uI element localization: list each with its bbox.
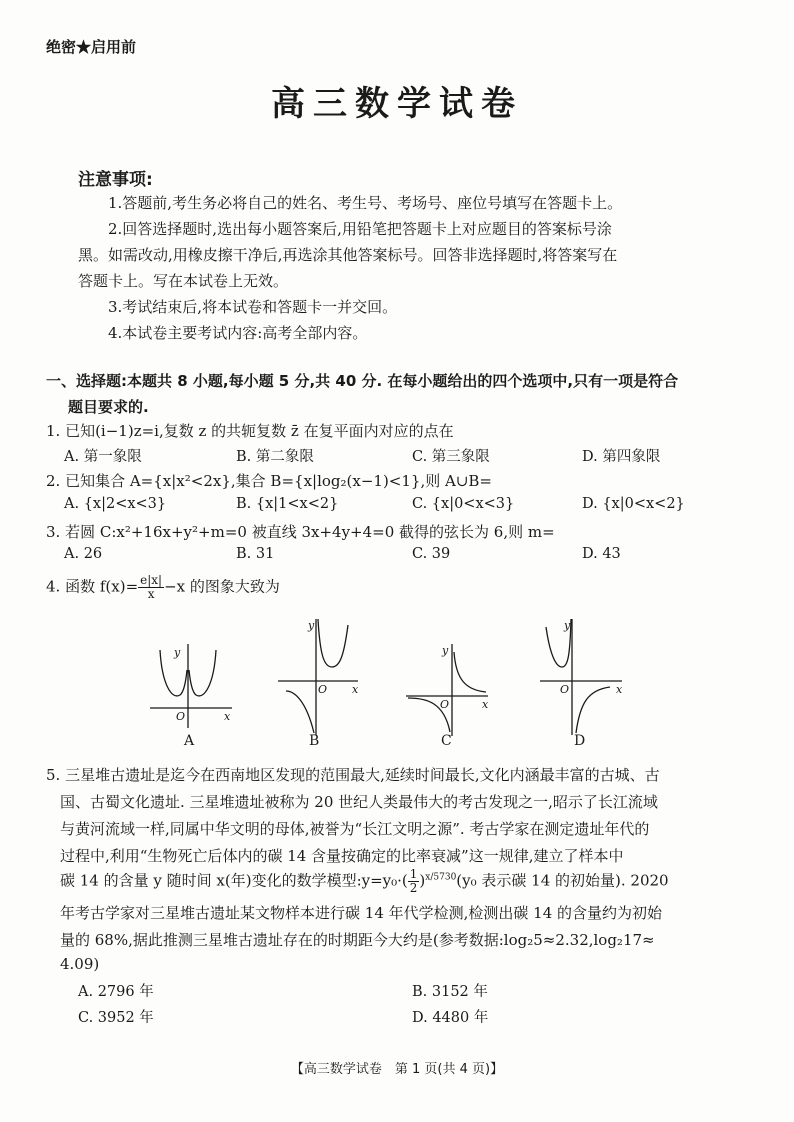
q4-c-x-label: x bbox=[482, 698, 489, 711]
q1-option-c: C. 第三象限 bbox=[412, 449, 490, 465]
q5-option-d: D. 4480 年 bbox=[412, 1010, 489, 1026]
q2-stem: 2. 已知集合 A={x|x²<2x},集合 B={x|log₂(x−1)<1},则 A∪B= bbox=[46, 472, 492, 490]
q4-d-x-label: x bbox=[616, 683, 623, 696]
q4-stem-suffix: −x 的图象大致为 bbox=[164, 577, 280, 596]
q4-graph-label-a: A bbox=[184, 733, 195, 749]
q3-option-c: C. 39 bbox=[412, 546, 451, 562]
q4-graph-d bbox=[540, 615, 630, 740]
q4-b-y-label: y bbox=[308, 619, 315, 632]
q4-b-origin: O bbox=[318, 683, 328, 696]
q4-d-y-label: y bbox=[564, 619, 571, 632]
q5-line-4: 过程中,利用“生物死亡后体内的碳 14 含量按确定的比率衰减”这一规律,建立了样本中 bbox=[60, 847, 624, 865]
q4-graph-label-d: D bbox=[574, 733, 586, 749]
q5-line-7: 4.09) bbox=[60, 955, 100, 973]
q2-option-d: D. {x|0<x<2} bbox=[582, 496, 685, 512]
notice-line-3: 黑。如需改动,用橡皮擦干净后,再选涂其他答案标号。回答非选择题时,将答案写在 bbox=[78, 246, 618, 264]
q5-model-suffix: (y₀ 表示碳 14 的初始量). 2020 bbox=[456, 871, 669, 890]
q4-fraction-numerator: e|x| bbox=[140, 573, 163, 587]
page-title: 高三数学试卷 bbox=[271, 84, 523, 124]
q4-fraction-denominator: x bbox=[147, 587, 155, 601]
section-heading-cont: 题目要求的. bbox=[68, 398, 149, 416]
q5-half-numerator: 1 bbox=[409, 867, 418, 881]
notice-line-2: 2.回答选择题时,选出每小题答案后,用铅笔把答题卡上对应题目的答案标号涂 bbox=[108, 220, 612, 238]
q4-graph-label-c: C bbox=[441, 733, 452, 749]
q5-half-fraction bbox=[408, 868, 420, 895]
q1-option-a: A. 第一象限 bbox=[64, 449, 142, 465]
notice-line-5: 3.考试结束后,将本试卷和答题卡一并交回。 bbox=[108, 298, 398, 316]
q4-graph-b bbox=[278, 615, 368, 740]
q1-option-d: D. 第四象限 bbox=[582, 449, 661, 465]
notice-line-1: 1.答题前,考生务必将自己的姓名、考生号、考场号、座位号填写在答题卡上。 bbox=[108, 194, 623, 212]
q4-graph-c bbox=[406, 640, 496, 740]
q2-option-a: A. {x|2<x<3} bbox=[64, 496, 167, 512]
q3-option-a: A. 26 bbox=[64, 546, 103, 562]
page-footer: 【高三数学试卷 第 1 页(共 4 页)】 bbox=[290, 1062, 504, 1077]
q4-graph-label-b: B bbox=[309, 733, 320, 749]
q5-half-denominator: 2 bbox=[409, 881, 418, 895]
q4-graph-a bbox=[150, 640, 240, 730]
q5-option-b: B. 3152 年 bbox=[412, 984, 488, 1000]
q4-stem-prefix: 4. 函数 f(x)= bbox=[46, 577, 139, 596]
q5-model-prefix: 碳 14 的含量 y 随时间 x(年)变化的数学模型:y=y₀·( bbox=[60, 871, 408, 890]
q4-a-y-label: y bbox=[174, 646, 181, 659]
q5-line-1: 5. 三星堆古遗址是迄今在西南地区发现的范围最大,延续时间最长,文化内涵最丰富的古城、古 bbox=[46, 766, 660, 784]
q5-line-3: 与黄河流域一样,同属中华文明的母体,被誉为“长江文明之源”. 考古学家在测定遗址年代的 bbox=[60, 820, 650, 838]
q1-stem: 1. 已知(i−1)z=i,复数 z 的共轭复数 z̄ 在复平面内对应的点在 bbox=[46, 422, 454, 440]
q4-d-origin: O bbox=[560, 683, 570, 696]
q4-stem bbox=[46, 574, 280, 601]
section-heading: 一、选择题:本题共 8 小题,每小题 5 分,共 40 分. 在每小题给出的四个选项中,只有一项是符合 bbox=[46, 372, 679, 390]
q5-line-2: 国、古蜀文化遗址. 三星堆遗址被称为 20 世纪人类最伟大的考古发现之一,昭示了长江流域 bbox=[60, 793, 658, 811]
q5-exponent: x/5730 bbox=[425, 872, 457, 883]
q4-c-origin: O bbox=[440, 698, 450, 711]
q5-option-c: C. 3952 年 bbox=[78, 1010, 154, 1026]
q1-option-b: B. 第二象限 bbox=[236, 449, 314, 465]
q4-b-x-label: x bbox=[352, 683, 359, 696]
q4-c-y-label: y bbox=[442, 644, 449, 657]
q3-option-b: B. 31 bbox=[236, 546, 275, 562]
notice-line-4: 答题卡上。写在本试卷上无效。 bbox=[78, 272, 289, 290]
q4-a-origin: O bbox=[176, 710, 186, 723]
q4-a-x-label: x bbox=[224, 710, 231, 723]
q5-option-a: A. 2796 年 bbox=[78, 984, 154, 1000]
q3-stem: 3. 若圆 C:x²+16x+y²+m=0 被直线 3x+4y+4=0 截得的弦长为 6,则 m= bbox=[46, 523, 555, 541]
notice-line-6: 4.本试卷主要考试内容:高考全部内容。 bbox=[108, 324, 368, 342]
q5-line-5: 年考古学家对三星堆古遗址某文物样本进行碳 14 年代学检测,检测出碳 14 的含量约为初始 bbox=[60, 904, 663, 922]
q3-option-d: D. 43 bbox=[582, 546, 621, 562]
q2-option-b: B. {x|1<x<2} bbox=[236, 496, 339, 512]
notice-heading: 注意事项: bbox=[78, 170, 153, 190]
confidential-seal: 绝密★启用前 bbox=[46, 38, 137, 56]
q5-model-line: 碳 14 的含量 y 随时间 x(年)变化的数学模型:y=y₀·( $\frac{1}{2}$ )$^{x/5730}$(y₀ 表示碳 14 的初始量). 2020 bbox=[60, 867, 669, 895]
q4-fraction bbox=[138, 574, 164, 601]
q5-line-6: 量的 68%,据此推测三星堆古遗址存在的时期距今大约是(参考数据:log₂5≈2.32,log₂17≈ bbox=[60, 931, 655, 949]
q2-option-c: C. {x|0<x<3} bbox=[412, 496, 515, 512]
